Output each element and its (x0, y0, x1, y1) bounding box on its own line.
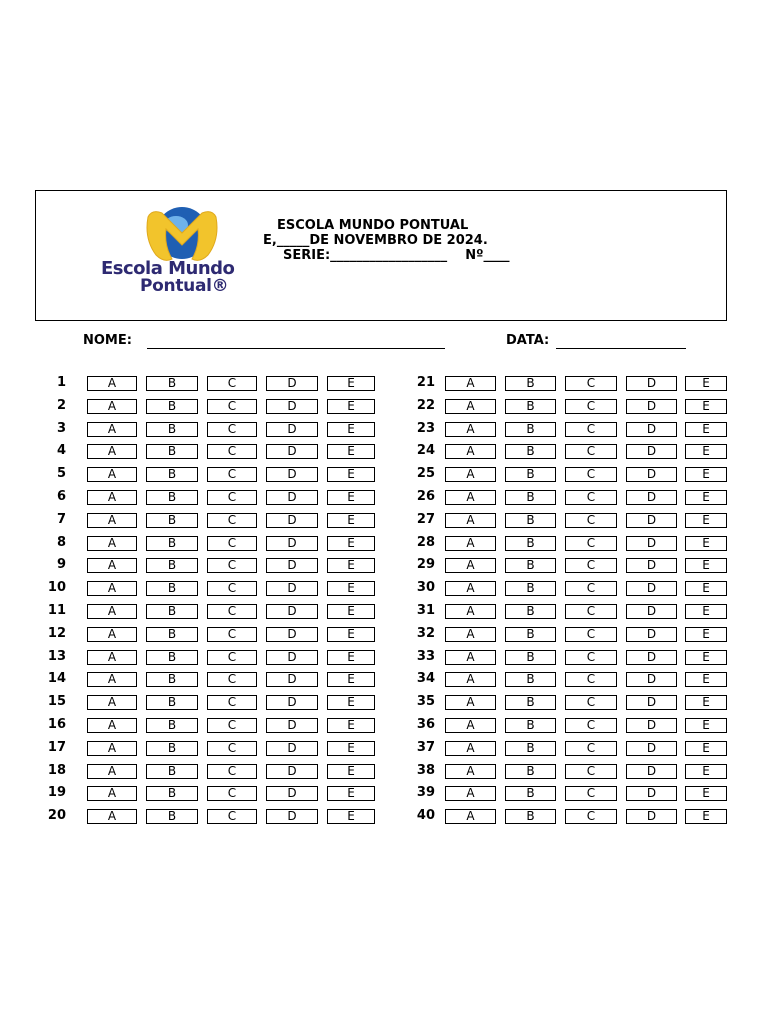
answer-option-b[interactable]: B (505, 741, 556, 756)
answer-option-b[interactable]: B (146, 627, 198, 642)
answer-option-a[interactable]: A (87, 672, 137, 687)
answer-option-b[interactable]: B (146, 444, 198, 459)
answer-option-e[interactable]: E (327, 490, 375, 505)
answer-option-a[interactable]: A (445, 786, 496, 801)
answer-option-b[interactable]: B (505, 604, 556, 619)
question-number: 16 (47, 717, 66, 732)
answer-option-d[interactable]: D (266, 650, 318, 665)
answer-option-a[interactable]: A (445, 627, 496, 642)
answer-option-e[interactable]: E (685, 558, 727, 573)
answer-option-a[interactable]: A (445, 695, 496, 710)
answer-option-a[interactable]: A (87, 695, 137, 710)
answer-option-b[interactable]: B (146, 376, 198, 391)
answer-option-c[interactable]: C (207, 764, 257, 779)
answer-option-a[interactable]: A (445, 650, 496, 665)
answer-option-c[interactable]: C (207, 376, 257, 391)
answer-option-a[interactable]: A (87, 422, 137, 437)
answer-option-c[interactable]: C (207, 422, 257, 437)
answer-option-b[interactable]: B (505, 467, 556, 482)
answer-option-b[interactable]: B (505, 695, 556, 710)
question-number: 27 (416, 512, 435, 527)
answer-option-a[interactable]: A (445, 604, 496, 619)
answer-option-b[interactable]: B (146, 536, 198, 551)
answer-option-a[interactable]: A (445, 444, 496, 459)
answer-option-c[interactable]: C (207, 399, 257, 414)
question-number: 23 (416, 421, 435, 436)
answer-option-e[interactable]: E (327, 581, 375, 596)
answer-option-c[interactable]: C (207, 718, 257, 733)
answer-option-c[interactable]: C (565, 490, 617, 505)
answer-option-d[interactable]: D (266, 444, 318, 459)
answer-option-a[interactable]: A (87, 809, 137, 824)
answer-option-c[interactable]: C (565, 809, 617, 824)
nome-field[interactable] (147, 348, 445, 349)
answer-option-c[interactable]: C (565, 627, 617, 642)
answer-option-c[interactable]: C (565, 604, 617, 619)
answer-option-e[interactable]: E (685, 764, 727, 779)
answer-option-c[interactable]: C (565, 764, 617, 779)
answer-option-d[interactable]: D (266, 558, 318, 573)
answer-option-c[interactable]: C (207, 809, 257, 824)
answer-option-d[interactable]: D (266, 764, 318, 779)
answer-option-b[interactable]: B (146, 422, 198, 437)
answer-option-b[interactable]: B (146, 604, 198, 619)
serie-line: SERIE:__________________ Nº____ (283, 248, 510, 263)
answer-option-e[interactable]: E (685, 650, 727, 665)
answer-option-a[interactable]: A (87, 581, 137, 596)
question-number: 26 (416, 489, 435, 504)
question-number: 2 (56, 398, 66, 413)
answer-option-c[interactable]: C (207, 513, 257, 528)
answer-option-b[interactable]: B (146, 718, 198, 733)
answer-option-e[interactable]: E (327, 536, 375, 551)
answer-option-a[interactable]: A (87, 627, 137, 642)
question-number: 30 (416, 580, 435, 595)
answer-option-d[interactable]: D (266, 376, 318, 391)
answer-option-a[interactable]: A (87, 490, 137, 505)
answer-option-d[interactable]: D (626, 672, 677, 687)
answer-option-a[interactable]: A (445, 672, 496, 687)
data-field[interactable] (556, 348, 686, 349)
answer-option-a[interactable]: A (445, 764, 496, 779)
answer-option-b[interactable]: B (505, 718, 556, 733)
answer-option-d[interactable]: D (266, 672, 318, 687)
answer-option-c[interactable]: C (207, 581, 257, 596)
answer-option-e[interactable]: E (685, 376, 727, 391)
answer-option-b[interactable]: B (505, 581, 556, 596)
answer-option-a[interactable]: A (445, 399, 496, 414)
answer-option-e[interactable]: E (685, 741, 727, 756)
answer-option-b[interactable]: B (505, 536, 556, 551)
question-number: 11 (47, 603, 66, 618)
question-number: 13 (47, 649, 66, 664)
answer-option-b[interactable]: B (146, 786, 198, 801)
answer-option-a[interactable]: A (445, 741, 496, 756)
question-number: 12 (47, 626, 66, 641)
answer-option-c[interactable]: C (565, 650, 617, 665)
answer-option-d[interactable]: D (266, 786, 318, 801)
answer-option-c[interactable]: C (565, 399, 617, 414)
answer-option-b[interactable]: B (146, 513, 198, 528)
answer-option-c[interactable]: C (565, 558, 617, 573)
question-number: 36 (416, 717, 435, 732)
answer-option-e[interactable]: E (685, 513, 727, 528)
answer-option-d[interactable]: D (626, 490, 677, 505)
answer-option-e[interactable]: E (327, 558, 375, 573)
answer-option-c[interactable]: C (565, 786, 617, 801)
answer-option-e[interactable]: E (327, 513, 375, 528)
answer-option-c[interactable]: C (565, 581, 617, 596)
question-number: 4 (56, 443, 66, 458)
answer-option-d[interactable]: D (626, 558, 677, 573)
answer-option-c[interactable]: C (207, 627, 257, 642)
question-number: 25 (416, 466, 435, 481)
answer-option-d[interactable]: D (266, 581, 318, 596)
answer-option-b[interactable]: B (505, 764, 556, 779)
answer-option-e[interactable]: E (327, 399, 375, 414)
question-number: 39 (416, 785, 435, 800)
answer-option-e[interactable]: E (685, 444, 727, 459)
answer-option-d[interactable]: D (266, 513, 318, 528)
answer-option-a[interactable]: A (445, 581, 496, 596)
answer-option-e[interactable]: E (685, 695, 727, 710)
answer-option-a[interactable]: A (445, 513, 496, 528)
answer-option-a[interactable]: A (87, 467, 137, 482)
answer-option-a[interactable]: A (445, 718, 496, 733)
answer-option-a[interactable]: A (87, 604, 137, 619)
answer-option-c[interactable]: C (207, 467, 257, 482)
answer-option-b[interactable]: B (146, 581, 198, 596)
answer-option-e[interactable]: E (327, 422, 375, 437)
answer-option-d[interactable]: D (266, 467, 318, 482)
answer-option-d[interactable]: D (266, 718, 318, 733)
question-number: 34 (416, 671, 435, 686)
answer-option-d[interactable]: D (266, 695, 318, 710)
answer-option-d[interactable]: D (626, 741, 677, 756)
answer-option-b[interactable]: B (146, 741, 198, 756)
answer-option-a[interactable]: A (87, 558, 137, 573)
answer-option-c[interactable]: C (565, 376, 617, 391)
question-number: 29 (416, 557, 435, 572)
answer-option-c[interactable]: C (565, 536, 617, 551)
answer-option-d[interactable]: D (266, 809, 318, 824)
answer-option-a[interactable]: A (87, 786, 137, 801)
answer-option-e[interactable]: E (327, 627, 375, 642)
answer-option-e[interactable]: E (685, 399, 727, 414)
answer-option-d[interactable]: D (626, 536, 677, 551)
answer-option-c[interactable]: C (565, 422, 617, 437)
question-number: 7 (56, 512, 66, 527)
answer-option-b[interactable]: B (505, 627, 556, 642)
answer-option-b[interactable]: B (505, 650, 556, 665)
answer-option-e[interactable]: E (685, 536, 727, 551)
answer-option-a[interactable]: A (87, 536, 137, 551)
answer-option-d[interactable]: D (266, 741, 318, 756)
answer-option-d[interactable]: D (626, 650, 677, 665)
answer-option-d[interactable]: D (266, 604, 318, 619)
answer-option-a[interactable]: A (445, 536, 496, 551)
question-number: 20 (47, 808, 66, 823)
answer-option-d[interactable]: D (266, 627, 318, 642)
answer-option-e[interactable]: E (327, 604, 375, 619)
answer-option-b[interactable]: B (505, 786, 556, 801)
question-number: 10 (47, 580, 66, 595)
answer-option-a[interactable]: A (87, 650, 137, 665)
answer-option-b[interactable]: B (146, 399, 198, 414)
answer-option-d[interactable]: D (626, 444, 677, 459)
answer-option-c[interactable]: C (565, 444, 617, 459)
answer-option-e[interactable]: E (327, 672, 375, 687)
answer-option-d[interactable]: D (626, 786, 677, 801)
answer-option-d[interactable]: D (626, 718, 677, 733)
answer-option-e[interactable]: E (327, 741, 375, 756)
data-label: DATA: (506, 333, 550, 348)
answer-option-c[interactable]: C (207, 786, 257, 801)
logo-text-line1: Escola Mundo (101, 258, 235, 279)
answer-option-b[interactable]: B (505, 399, 556, 414)
answer-option-a[interactable]: A (445, 467, 496, 482)
answer-option-e[interactable]: E (685, 422, 727, 437)
question-number: 35 (416, 694, 435, 709)
answer-option-b[interactable]: B (146, 695, 198, 710)
answer-option-d[interactable]: D (266, 399, 318, 414)
answer-option-c[interactable]: C (207, 741, 257, 756)
answer-option-c[interactable]: C (565, 513, 617, 528)
answer-option-e[interactable]: E (685, 809, 727, 824)
question-number: 9 (56, 557, 66, 572)
question-number: 22 (416, 398, 435, 413)
answer-option-c[interactable]: C (207, 490, 257, 505)
answer-option-a[interactable]: A (445, 558, 496, 573)
answer-option-d[interactable]: D (266, 490, 318, 505)
answer-option-e[interactable]: E (685, 604, 727, 619)
answer-option-a[interactable]: A (87, 513, 137, 528)
question-number: 5 (56, 466, 66, 481)
answer-option-d[interactable]: D (626, 399, 677, 414)
answer-option-e[interactable]: E (327, 444, 375, 459)
answer-option-c[interactable]: C (565, 741, 617, 756)
answer-option-a[interactable]: A (445, 490, 496, 505)
answer-option-a[interactable]: A (87, 399, 137, 414)
answer-option-e[interactable]: E (327, 376, 375, 391)
answer-option-e[interactable]: E (327, 718, 375, 733)
question-number: 17 (47, 740, 66, 755)
answer-option-a[interactable]: A (445, 809, 496, 824)
question-number: 38 (416, 763, 435, 778)
answer-option-d[interactable]: D (266, 422, 318, 437)
answer-option-d[interactable]: D (626, 764, 677, 779)
answer-option-b[interactable]: B (505, 444, 556, 459)
answer-option-c[interactable]: C (207, 558, 257, 573)
question-number: 19 (47, 785, 66, 800)
answer-option-d[interactable]: D (626, 513, 677, 528)
answer-option-d[interactable]: D (626, 604, 677, 619)
answer-option-b[interactable]: B (146, 558, 198, 573)
answer-option-d[interactable]: D (626, 467, 677, 482)
answer-option-c[interactable]: C (207, 650, 257, 665)
answer-option-c[interactable]: C (565, 718, 617, 733)
question-number: 40 (416, 808, 435, 823)
answer-option-b[interactable]: B (146, 764, 198, 779)
answer-option-e[interactable]: E (685, 627, 727, 642)
answer-option-b[interactable]: B (505, 422, 556, 437)
answer-option-e[interactable]: E (327, 467, 375, 482)
answer-option-e[interactable]: E (327, 764, 375, 779)
question-number: 14 (47, 671, 66, 686)
question-number: 28 (416, 535, 435, 550)
answer-option-b[interactable]: B (146, 672, 198, 687)
answer-option-d[interactable]: D (626, 627, 677, 642)
question-number: 31 (416, 603, 435, 618)
answer-option-c[interactable]: C (565, 695, 617, 710)
answer-option-e[interactable]: E (327, 650, 375, 665)
logo-text-line2: Pontual® (140, 276, 229, 296)
answer-option-a[interactable]: A (445, 422, 496, 437)
answer-option-e[interactable]: E (327, 786, 375, 801)
question-number: 8 (56, 535, 66, 550)
answer-option-c[interactable]: C (565, 672, 617, 687)
answer-option-e[interactable]: E (685, 786, 727, 801)
question-number: 24 (416, 443, 435, 458)
answer-option-b[interactable]: B (505, 809, 556, 824)
answer-option-d[interactable]: D (626, 376, 677, 391)
date-line: E,_____DE NOVEMBRO DE 2024. (263, 233, 488, 248)
answer-option-b[interactable]: B (146, 809, 198, 824)
answer-option-b[interactable]: B (505, 490, 556, 505)
answer-option-d[interactable]: D (626, 422, 677, 437)
question-number: 15 (47, 694, 66, 709)
answer-option-e[interactable]: E (685, 490, 727, 505)
answer-option-d[interactable]: D (626, 695, 677, 710)
answer-option-a[interactable]: A (87, 741, 137, 756)
answer-option-b[interactable]: B (146, 467, 198, 482)
answer-option-c[interactable]: C (565, 467, 617, 482)
question-number: 32 (416, 626, 435, 641)
answer-option-c[interactable]: C (207, 444, 257, 459)
answer-option-b[interactable]: B (505, 513, 556, 528)
question-number: 1 (56, 375, 66, 390)
question-number: 3 (56, 421, 66, 436)
answer-option-d[interactable]: D (266, 536, 318, 551)
answer-option-c[interactable]: C (207, 536, 257, 551)
answer-option-a[interactable]: A (445, 376, 496, 391)
question-number: 33 (416, 649, 435, 664)
answer-option-b[interactable]: B (146, 490, 198, 505)
question-number: 21 (416, 375, 435, 390)
answer-option-a[interactable]: A (87, 376, 137, 391)
question-number: 37 (416, 740, 435, 755)
answer-option-e[interactable]: E (685, 581, 727, 596)
answer-option-e[interactable]: E (685, 718, 727, 733)
answer-option-e[interactable]: E (685, 672, 727, 687)
answer-option-c[interactable]: C (207, 695, 257, 710)
answer-option-a[interactable]: A (87, 764, 137, 779)
answer-option-e[interactable]: E (327, 809, 375, 824)
answer-option-d[interactable]: D (626, 809, 677, 824)
question-number: 18 (47, 763, 66, 778)
answer-option-b[interactable]: B (505, 376, 556, 391)
answer-option-a[interactable]: A (87, 718, 137, 733)
answer-option-b[interactable]: B (146, 650, 198, 665)
answer-option-b[interactable]: B (505, 558, 556, 573)
question-number: 6 (56, 489, 66, 504)
answer-option-c[interactable]: C (207, 672, 257, 687)
answer-option-b[interactable]: B (505, 672, 556, 687)
answer-option-d[interactable]: D (626, 581, 677, 596)
answer-option-c[interactable]: C (207, 604, 257, 619)
school-name: ESCOLA MUNDO PONTUAL (277, 218, 469, 233)
answer-option-e[interactable]: E (685, 467, 727, 482)
answer-option-a[interactable]: A (87, 444, 137, 459)
nome-label: NOME: (83, 333, 132, 348)
answer-option-e[interactable]: E (327, 695, 375, 710)
